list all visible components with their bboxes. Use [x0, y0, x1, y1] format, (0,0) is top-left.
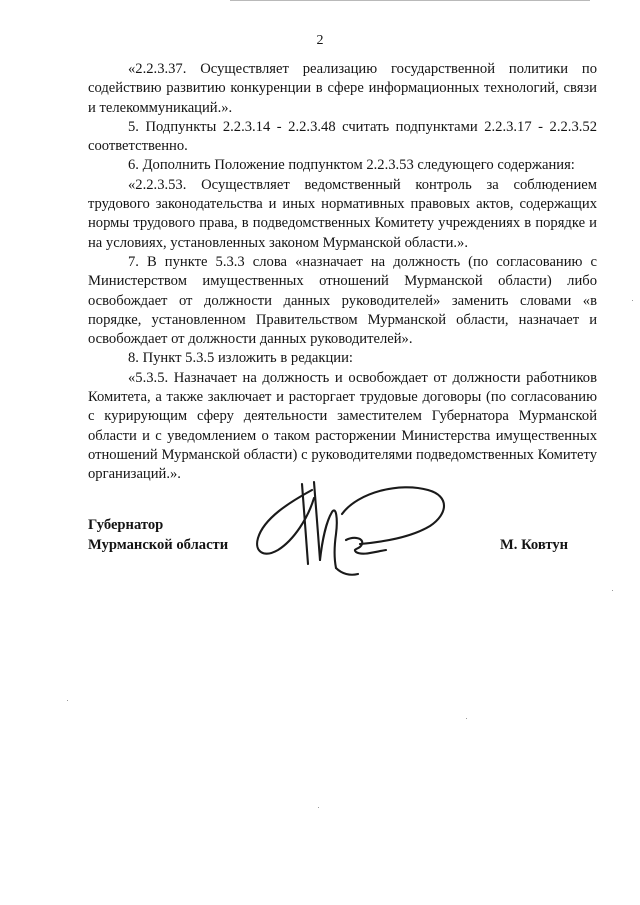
signatory-title-line2: Мурманской области — [88, 536, 229, 553]
paragraph-2-2-3-53: «2.2.3.53. Осуществляет ведомственный контроль за соблюдением трудового законодательства и иных нормативных правовых актов, содержащих нормы трудового права, в подведомственных Комитету учреждениях в порядке и на условиях, установленных законом Мурманской области.». — [88, 176, 597, 251]
page-number: 2 — [316, 33, 324, 48]
paragraph-2-2-3-37: «2.2.3.37. Осуществляет реализацию государственной политики по содействию развитию конкуренции в сфере информационных технологий, связи и телекоммуникаций.». — [88, 61, 597, 116]
paragraph-item-5: 5. Подпункты 2.2.3.14 - 2.2.3.48 считать подпунктами 2.2.3.17 - 2.2.3.52 соответственно. — [88, 118, 597, 155]
paragraph-item-8: 8. Пункт 5.3.5 изложить в редакции: — [128, 350, 353, 367]
scan-speck — [466, 718, 467, 719]
scan-speck — [612, 590, 613, 591]
paragraph-5-3-5: «5.3.5. Назначает на должность и освобождает от должности работников Комитета, а также заключает и расторгает трудовые договоры (по согласованию с курирующим сферу деятельности заместителем Губернатора Мурманской области и с уведомлением о таком расторжении Министерства имущественных отношений Мурманской области) с руководителями подведомственных Комитету организаций.». — [88, 369, 597, 483]
signatory-name: М. Ковтун — [500, 537, 569, 553]
page-top-edge — [230, 0, 590, 1]
scan-speck — [67, 700, 68, 701]
paragraph-item-7: 7. В пункте 5.3.3 слова «назначает на должность (по согласованию с Министерством имущественных отношений Мурманской области) либо освобождает от должности данных руководителей» заменить словами «в порядке, установленном Правительством Мурманской области, назначает и освобождает от должности данных руководителей». — [88, 253, 597, 348]
scan-speck — [318, 807, 319, 808]
scan-speck — [632, 300, 633, 301]
signatory-title-line1: Губернатор — [88, 517, 164, 533]
document-body — [88, 60, 597, 485]
paragraph-item-6: 6. Дополнить Положение подпунктом 2.2.3.53 следующего содержания: — [128, 157, 575, 174]
signatory-title — [88, 516, 228, 555]
handwritten-signature — [250, 478, 460, 578]
